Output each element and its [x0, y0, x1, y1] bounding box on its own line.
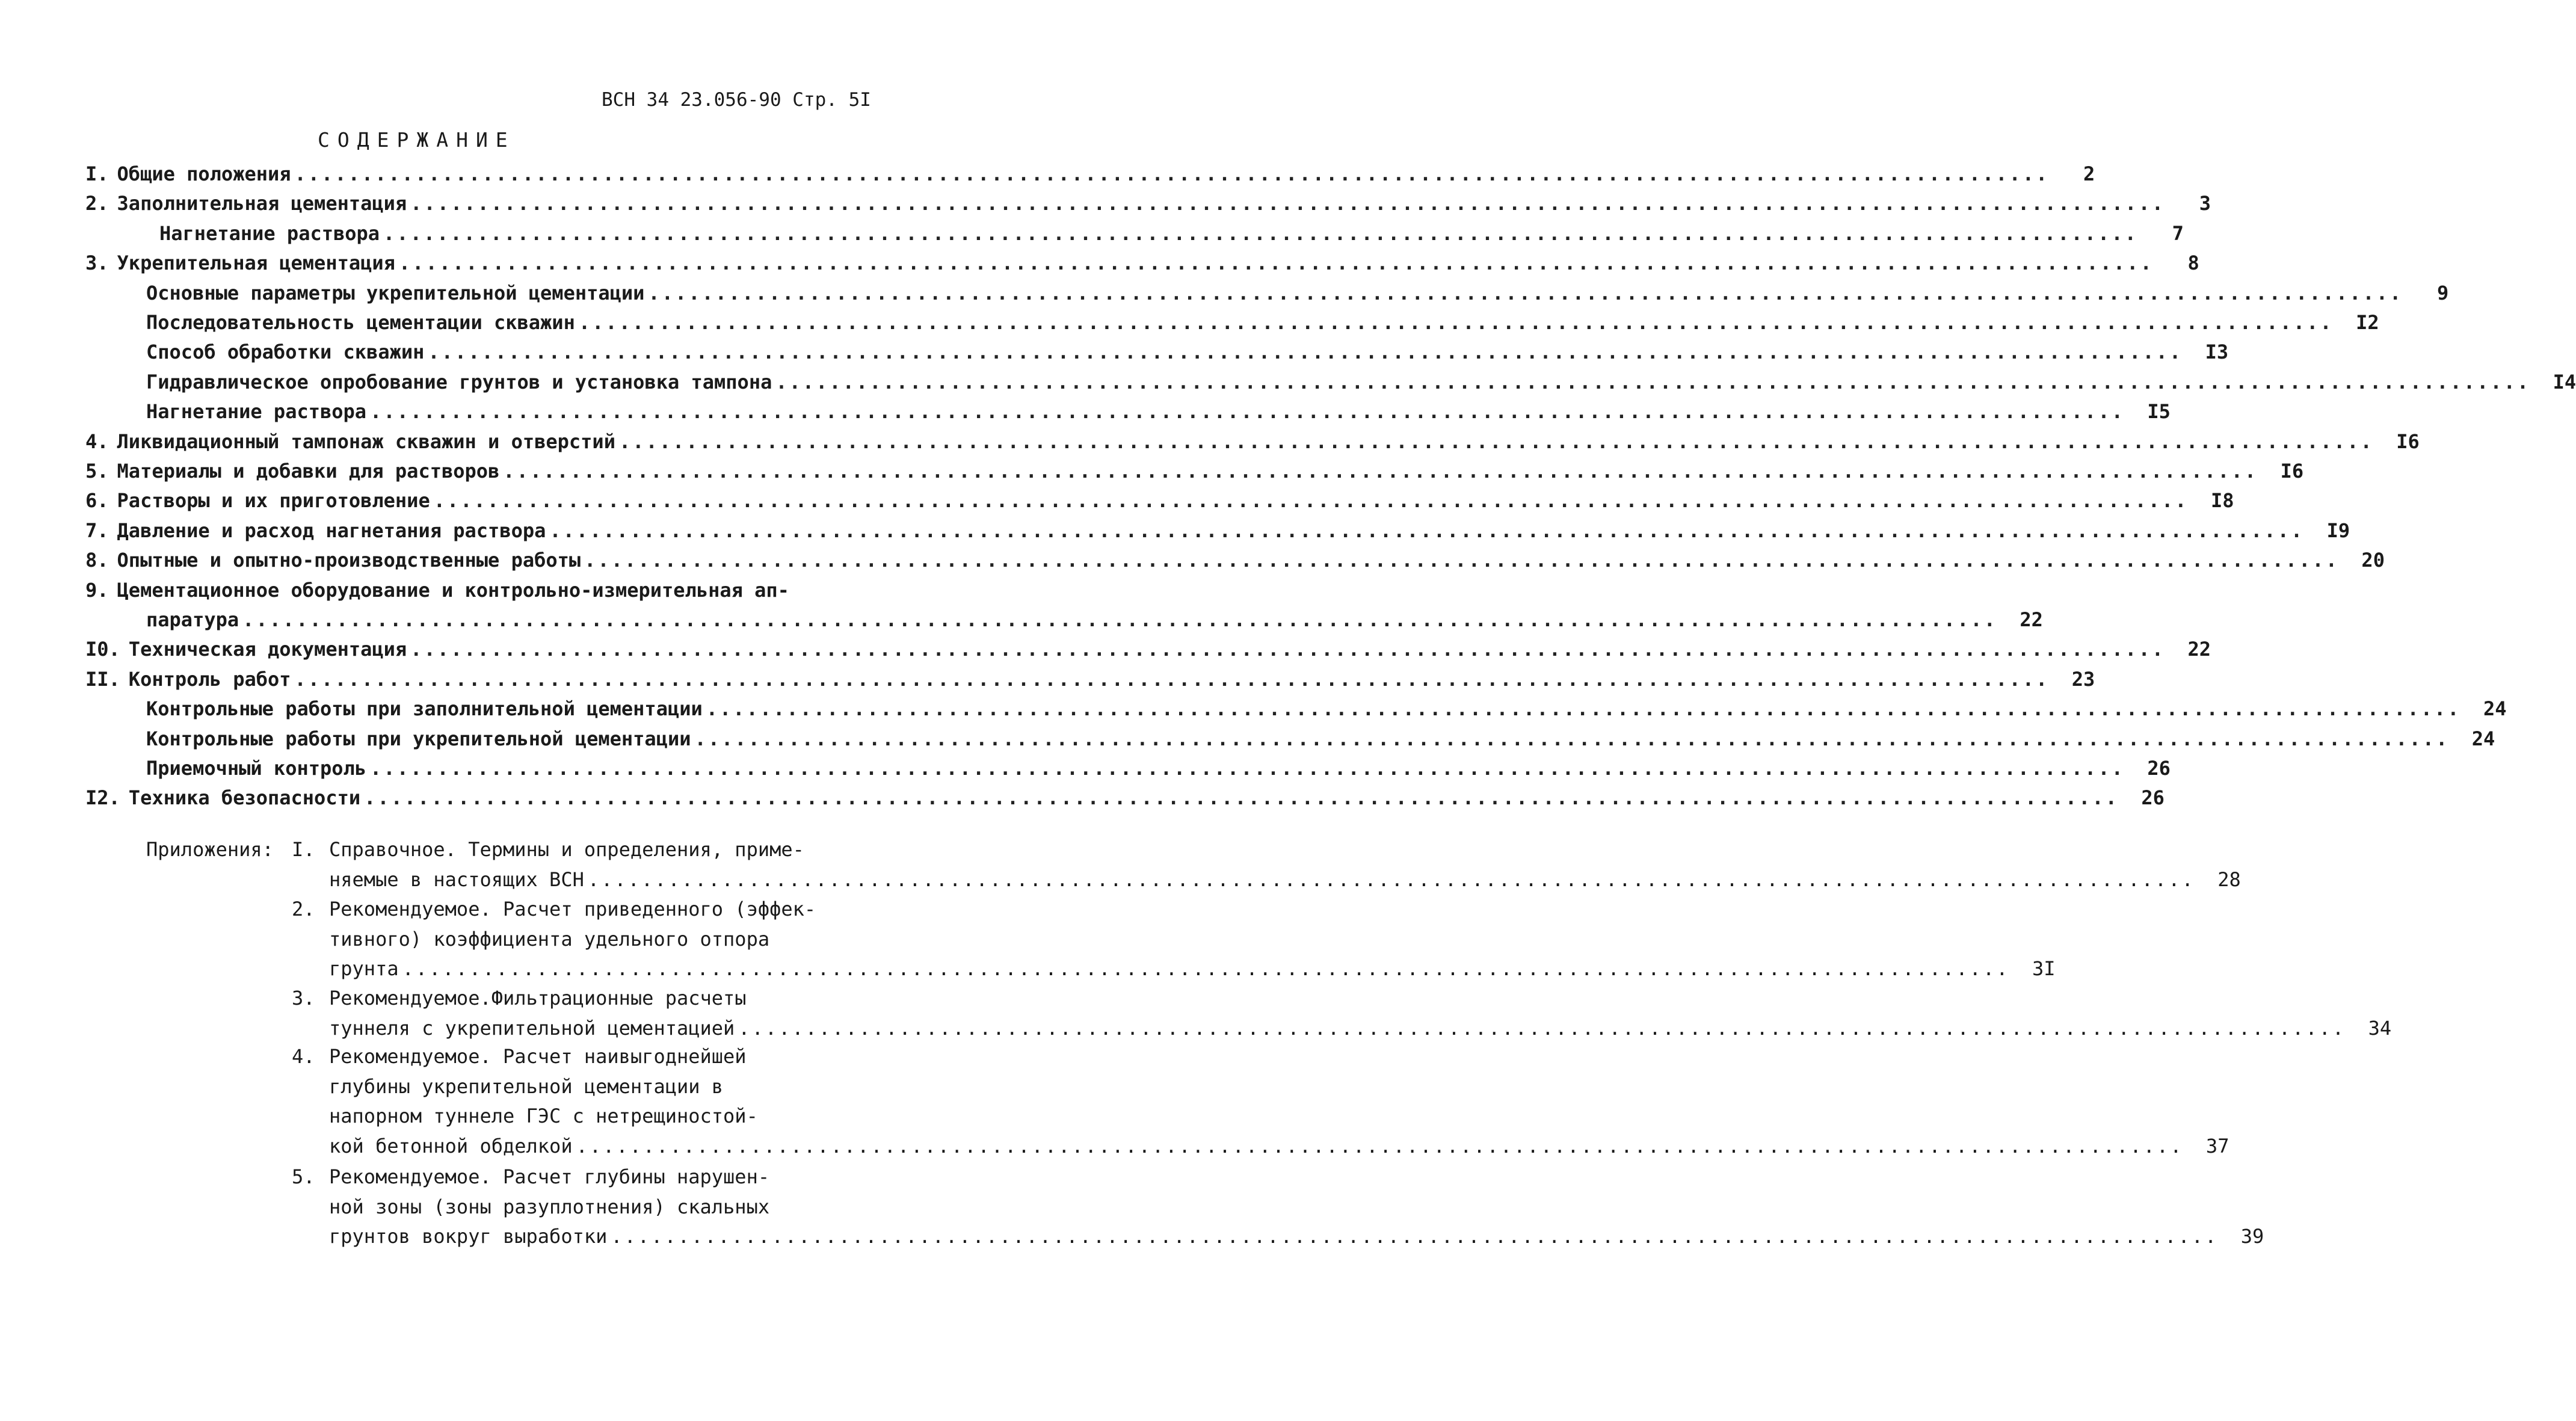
toc-entry[interactable]: [85, 638, 2211, 662]
appendix-line: [329, 957, 2056, 981]
appendix-text: Рекомендуемое. Расчет наивыгоднейшей: [329, 1045, 747, 1068]
toc-entry[interactable]: [85, 519, 2350, 543]
toc-entry[interactable]: [85, 579, 889, 603]
toc-entry-number: 6.: [85, 489, 109, 512]
toc-entry-page: 22: [2020, 608, 2043, 631]
toc-entry[interactable]: [85, 430, 2420, 454]
toc-entry-title: Укрепительная цементация: [117, 251, 395, 274]
toc-leader-dots: [242, 608, 1997, 631]
toc-entry-page: 26: [2147, 757, 2171, 780]
toc-entry-number: 9.: [85, 579, 109, 602]
toc-entry[interactable]: [146, 757, 2171, 781]
toc-entry-number: 4.: [85, 430, 109, 453]
toc-leader-dots: [370, 757, 2125, 780]
appendix-text: тивного) коэффициента удельного отпора: [329, 928, 770, 951]
appendix-leader-dots: ........................................................................................................................: [576, 1135, 2184, 1157]
appendix-number: 2.: [292, 898, 315, 920]
appendix-line: [329, 868, 2241, 892]
appendix-number: 5.: [292, 1165, 315, 1188]
toc-leader-dots: [364, 786, 2119, 809]
toc-entry-title: Нагнетание раствора: [159, 222, 380, 245]
toc-entry[interactable]: [146, 282, 2449, 306]
toc-entry[interactable]: [146, 727, 2495, 751]
appendix-page: 37: [2205, 1135, 2229, 1157]
appendix-line: [329, 1165, 889, 1189]
toc-leader-dots: [775, 371, 2530, 393]
toc-entry-page: I3: [2205, 341, 2229, 363]
toc-entry[interactable]: [85, 192, 2211, 216]
appendix-leader-dots: ........................................................................................................................: [402, 957, 2010, 980]
toc-entry[interactable]: [85, 549, 2385, 573]
appendix-line: [329, 1075, 889, 1099]
appendix-text: напорном туннеле ГЭС с нетрещиностой-: [329, 1105, 758, 1127]
appendix-text: Рекомендуемое. Расчет приведенного (эффек-: [329, 898, 816, 920]
toc-entry-title: Общие положения: [117, 162, 291, 185]
toc-entry-number: 7.: [85, 519, 109, 542]
toc-entry-title: Контроль работ: [128, 668, 291, 691]
toc-entry-page: 8: [2187, 251, 2199, 274]
toc-entry-title: Нагнетание раствора: [146, 400, 367, 423]
toc-entry[interactable]: [146, 311, 2379, 335]
toc-entry-number: II.: [85, 668, 120, 691]
appendix-page: 39: [2240, 1225, 2264, 1248]
appendix-number: 3.: [292, 987, 315, 1009]
appendix-text: туннеля с укрепительной цементацией: [329, 1017, 735, 1040]
toc-entry-page: 3: [2199, 192, 2211, 215]
toc-entry-title: Материалы и добавки для растворов: [117, 460, 500, 482]
appendix-leader-dots: ........................................................................................................................: [587, 868, 2195, 891]
toc-entry-page: 23: [2071, 668, 2095, 691]
appendix-line: [329, 898, 889, 922]
toc-entry-page: 2: [2083, 162, 2095, 185]
toc-entry-title: Техническая документация: [128, 638, 407, 661]
appendix-line: [329, 1225, 2264, 1249]
toc-entry-page: I8: [2210, 489, 2234, 512]
toc-entry[interactable]: [159, 222, 2184, 246]
toc-entry-title: Заполнительная цементация: [117, 192, 407, 215]
toc-entry-page: I2: [2356, 311, 2379, 334]
toc-leader-dots: [619, 430, 2374, 453]
toc-leader-dots: [434, 489, 2189, 512]
appendix-text: няемые в настоящих ВСН: [329, 868, 584, 891]
toc-entry-title: Последовательность цементации скважин: [146, 311, 575, 334]
toc-entry-title: Цементационное оборудование и контрольно-измерительная ап-: [117, 579, 789, 602]
toc-entry-title: паратура: [146, 608, 239, 631]
appendix-number: 4.: [292, 1045, 315, 1068]
toc-leader-dots: [383, 222, 2138, 245]
appendix-text: грунта: [329, 957, 399, 980]
appendix-number: I.: [292, 838, 315, 861]
appendix-line: [329, 928, 889, 952]
toc-leader-dots: [428, 341, 2183, 363]
appendix-line: [329, 1195, 889, 1219]
toc-entry-title: Давление и расход нагнетания раствора: [117, 519, 546, 542]
toc-entry-page: I4: [2553, 371, 2576, 393]
toc-entry[interactable]: [146, 400, 2171, 424]
toc-leader-dots: [503, 460, 2258, 482]
toc-entry[interactable]: [85, 251, 2199, 276]
toc-leader-dots: [295, 162, 2050, 185]
toc-entry-page: I5: [2147, 400, 2171, 423]
toc-leader-dots: [399, 251, 2154, 274]
toc-entry-page: 26: [2141, 786, 2165, 809]
toc-leader-dots: [648, 282, 2403, 304]
appendix-text: Рекомендуемое.Фильтрационные расчеты: [329, 987, 747, 1009]
appendix-label: Приложения:: [146, 838, 274, 861]
toc-leader-dots: [584, 549, 2339, 572]
toc-entry-page: I9: [2326, 519, 2350, 542]
toc-entry-title: Техника безопасности: [128, 786, 361, 809]
toc-entry-number: 2.: [85, 192, 109, 215]
appendix-text: глубины укрепительной цементации в: [329, 1075, 724, 1098]
contents-title: СОДЕРЖАНИЕ: [318, 128, 516, 152]
toc-entry-title: Гидравлическое опробование грунтов и установка тампона: [146, 371, 772, 393]
toc-entry-number: I0.: [85, 638, 120, 661]
toc-leader-dots: [410, 192, 2165, 215]
toc-entry-title: Растворы и их приготовление: [117, 489, 430, 512]
toc-entry-number: 8.: [85, 549, 109, 572]
appendix-page: 3I: [2032, 957, 2056, 980]
toc-entry-page: 24: [2471, 727, 2495, 750]
appendix-line: [329, 987, 889, 1011]
toc-entry-title: Приемочный контроль: [146, 757, 367, 780]
toc-entry-title: Опытные и опытно-производственные работы: [117, 549, 581, 572]
toc-entry-title: Контрольные работы при заполнительной цементации: [146, 697, 703, 720]
appendix-leader-dots: ........................................................................................................................: [611, 1225, 2219, 1248]
toc-entry[interactable]: [85, 460, 2304, 484]
toc-entry-page: 20: [2361, 549, 2385, 572]
appendix-line: [329, 1105, 889, 1129]
toc-entry[interactable]: [85, 489, 2234, 513]
toc-entry-title: Контрольные работы при укрепительной цементации: [146, 727, 691, 750]
toc-entry[interactable]: [146, 341, 2229, 365]
toc-entry-number: 3.: [85, 251, 109, 274]
toc-leader-dots: [410, 638, 2165, 661]
toc-entry-title: Способ обработки скважин: [146, 341, 425, 363]
appendix-page: 34: [2368, 1017, 2392, 1040]
toc-leader-dots: [295, 668, 2050, 691]
appendix-page: 28: [2217, 868, 2241, 891]
toc-entry[interactable]: [85, 786, 2165, 810]
toc-entry-number: 5.: [85, 460, 109, 482]
toc-entry[interactable]: [146, 608, 2043, 632]
toc-entry-number: I.: [85, 162, 109, 185]
appendix-line: [329, 1017, 2392, 1041]
appendix-text: Рекомендуемое. Расчет глубины нарушен-: [329, 1165, 770, 1188]
toc-entry-page: I6: [2280, 460, 2304, 482]
page-header: ВСН 34 23.056-90 Стр. 5I: [602, 89, 871, 111]
toc-entry-page: 7: [2172, 222, 2184, 245]
toc-entry[interactable]: [146, 371, 2576, 395]
appendix-text: грунтов вокруг выработки: [329, 1225, 608, 1248]
toc-entry-page: 24: [2483, 697, 2507, 720]
appendix-line: [329, 1135, 2229, 1159]
toc-leader-dots: [579, 311, 2334, 334]
appendix-text: кой бетонной обделкой: [329, 1135, 573, 1157]
toc-entry-title: Ликвидационный тампонаж скважин и отверстий: [117, 430, 615, 453]
appendix-line: [329, 838, 889, 862]
appendix-text: Справочное. Термины и определения, приме-: [329, 838, 804, 861]
toc-entry-number: I2.: [85, 786, 120, 809]
toc-leader-dots: [694, 727, 2449, 750]
toc-entry[interactable]: [85, 162, 2095, 186]
toc-entry-page: 22: [2187, 638, 2211, 661]
toc-entry-title: Основные параметры укрепительной цементации: [146, 282, 645, 304]
appendix-line: [329, 1045, 889, 1069]
toc-entry[interactable]: [146, 697, 2507, 721]
toc-entry[interactable]: [85, 668, 2095, 692]
toc-entry-page: I6: [2396, 430, 2420, 453]
appendix-leader-dots: ........................................................................................................................: [738, 1017, 2346, 1040]
toc-leader-dots: [549, 519, 2304, 542]
toc-entry-page: 9: [2436, 282, 2449, 304]
appendix-text: ной зоны (зоны разуплотнения) скальных: [329, 1195, 770, 1218]
toc-leader-dots: [370, 400, 2125, 423]
toc-leader-dots: [706, 697, 2461, 720]
